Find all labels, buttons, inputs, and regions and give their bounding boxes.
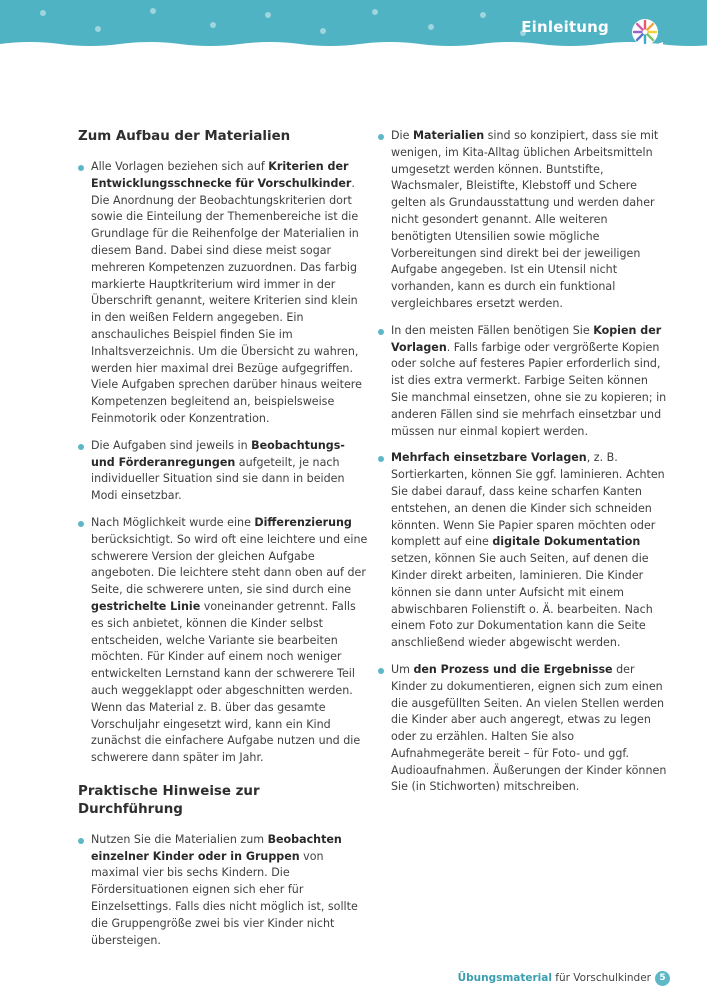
bold-text-2: digitale Dokumentation bbox=[492, 535, 641, 549]
bullet-copies bbox=[378, 323, 668, 441]
bullet-reusable bbox=[378, 450, 668, 652]
text-2: aufgeteilt, je nach individueller Situation sind sie dann in beiden Modi einsetzbar. bbox=[91, 455, 345, 503]
text-2: . Falls farbige oder vergrößerte Kopien oder solche auf festeres Papier erforderlich sind, ist dies extra vermerkt. Farbige Seiten können Sie manchmal einsetzen, ohne sie zu kopieren; in anderen Fällen sind sie mehrfach einsetzbar und müssen nur einmal kopiert werden. bbox=[391, 340, 667, 438]
text-2: . Die Anordnung der Beobachtungskriterien dort sowie die Einteilung der Themenbereiche ist die Grundlage für die Reihenfolge der Materialien in diesem Band. Dabei sind diese meist sogar mehreren Kompetenzen zuzuordnen. Das farbig markierte Hauptkriterium wird immer in der Überschrift genannt, weitere Kriterien sind klein in den weißen Feldern angegeben. Ein anschauliches Beispiel finden Sie im Inhaltsverzeichnis. Um die Übersicht zu wahren, werden hier maximal drei Bezüge aufgegriffen. Viele Aufgaben sprechen darüber hinaus weitere Kompetenzen begleitend an, beispielsweise Feinmotorik oder Konzentration. bbox=[91, 176, 362, 425]
footer-title bbox=[458, 972, 651, 984]
bold-text-3: gestrichelte Linie bbox=[91, 599, 201, 613]
text-2: von maximal vier bis sechs Kindern. Die Fördersituationen eignen sich eher für Einzelsettings. Falls dies nicht möglich ist, sollte die Gruppengröße zwei bis vier Kinder nicht übersteigen. bbox=[91, 849, 358, 947]
bold-text-1: Differenzierung bbox=[254, 515, 352, 529]
bold-text-0: Mehrfach einsetzbare Vorlagen bbox=[391, 451, 587, 465]
bold-text-1: Kriterien der Entwicklungsschnecke für Vorschulkinder bbox=[91, 160, 352, 190]
text-4: voneinander getrennt. Falls es sich anbietet, können die Kinder selbst entscheiden, welche Variante sie bearbeiten möchten. Für Kinder auf einem noch weniger entwickelten Lernstand kann der schwerere Teil auch weggeklappt oder abgeschnitten werden. Wenn das Material z. B. über das gesamte Vorschuljahr eingesetzt wird, kann ein Kind zunächst die einfachere Aufgabe nutzen und die schwerere dann später im Jahr. bbox=[91, 599, 361, 765]
heading-structure: Zum Aufbau der Materialien bbox=[78, 129, 291, 144]
right-column bbox=[378, 128, 668, 806]
bullet-differentiation bbox=[78, 515, 368, 767]
bold-text-1: Beobachten einzelner Kinder oder in Gruppen bbox=[91, 832, 342, 863]
text-1: , z. B. Sortierkarten, können Sie ggf. laminieren. Achten Sie dabei darauf, dass keine scharfen Kanten entstehen, an denen die Kinder sich schneiden könnten. Wenn Sie Papier sparen möchten oder komplett auf eine bbox=[391, 451, 665, 549]
text-0: Die bbox=[391, 129, 413, 142]
text-2: sind so konzipiert, dass sie mit wenigen, im Kita-Alltag üblichen Arbeitsmitteln umgesetzt werden können. Buntstifte, Wachsmaler, Bleistifte, Klebstoff und Schere gelten als Grundausstattung und werden daher nicht gesondert genannt. Alle weiteren benötigten Utensilien sowie mögliche Vorbereitungen sind direkt bei der jeweiligen Aufgabe angegeben. Ist ein Utensil nicht vorhanden, kann es durch ein funktional vergleichbares ersetzt werden. bbox=[391, 129, 659, 310]
bold-text-1: Materialien bbox=[412, 129, 485, 142]
footer-title-rest: für Vorschulkinder bbox=[551, 972, 651, 984]
bullet-materials bbox=[378, 128, 668, 313]
text-0: Nutzen Sie die Materialien zum bbox=[91, 832, 268, 846]
text-0: Alle Vorlagen beziehen sich auf bbox=[91, 160, 269, 173]
banner-wave bbox=[0, 40, 707, 48]
footer-title-bold: Übungsmaterial bbox=[457, 972, 552, 984]
bullet-modes bbox=[78, 438, 368, 505]
bold-text-1: Beobachtungs- und Förderanregungen bbox=[91, 438, 345, 469]
bold-text-1: den Prozess und die Ergebnisse bbox=[413, 662, 613, 676]
text-2: der Kinder zu dokumentieren, eignen sich zum einen die ausgefüllten Seiten. An vielen Stellen werden die Kinder aber auch angeregt, etwas zu legen oder zu erzählen. Halten Sie also Aufnahmegeräte bereit – für Foto- und ggf. Audioaufnahmen. Äußerungen der Kinder können Sie (in Stichworten) mitschreiben. bbox=[391, 662, 667, 794]
heading-practical: Praktische Hinweise zur Durchführung bbox=[78, 783, 260, 817]
section-tag: Einleitung bbox=[521, 18, 609, 36]
page-number: 5 bbox=[655, 971, 670, 986]
bullet-groups bbox=[78, 832, 368, 950]
bold-text-1: Kopien der Vorlagen bbox=[391, 323, 662, 354]
bullet-documentation bbox=[378, 662, 668, 796]
text-0: Nach Möglichkeit wurde eine bbox=[91, 515, 255, 529]
text-0: Um bbox=[391, 662, 414, 676]
text-0: In den meisten Fällen benötigen Sie bbox=[391, 323, 594, 337]
left-column bbox=[78, 128, 368, 959]
bullet-criteria bbox=[78, 159, 368, 428]
text-3: setzen, können Sie auch Seiten, auf denen die Kinder direkt arbeiten, laminieren. Die Kinder können sie dann unter Aufsicht mit einem abwischbaren Folienstift o. Ä. bearbeiten. Nach einem Foto zur Dokumentation kann die Seite anschließend wieder abgewischt werden. bbox=[391, 552, 653, 650]
snail-logo-icon bbox=[619, 12, 667, 52]
text-0: Die Aufgaben sind jeweils in bbox=[91, 438, 252, 452]
text-2: berücksichtigt. So wird oft eine leichtere und eine schwerere Version der gleichen Aufgabe angeboten. Die leichtere steht dann oben auf der Seite, die schwerere unten, sie sind durch eine bbox=[91, 532, 368, 597]
